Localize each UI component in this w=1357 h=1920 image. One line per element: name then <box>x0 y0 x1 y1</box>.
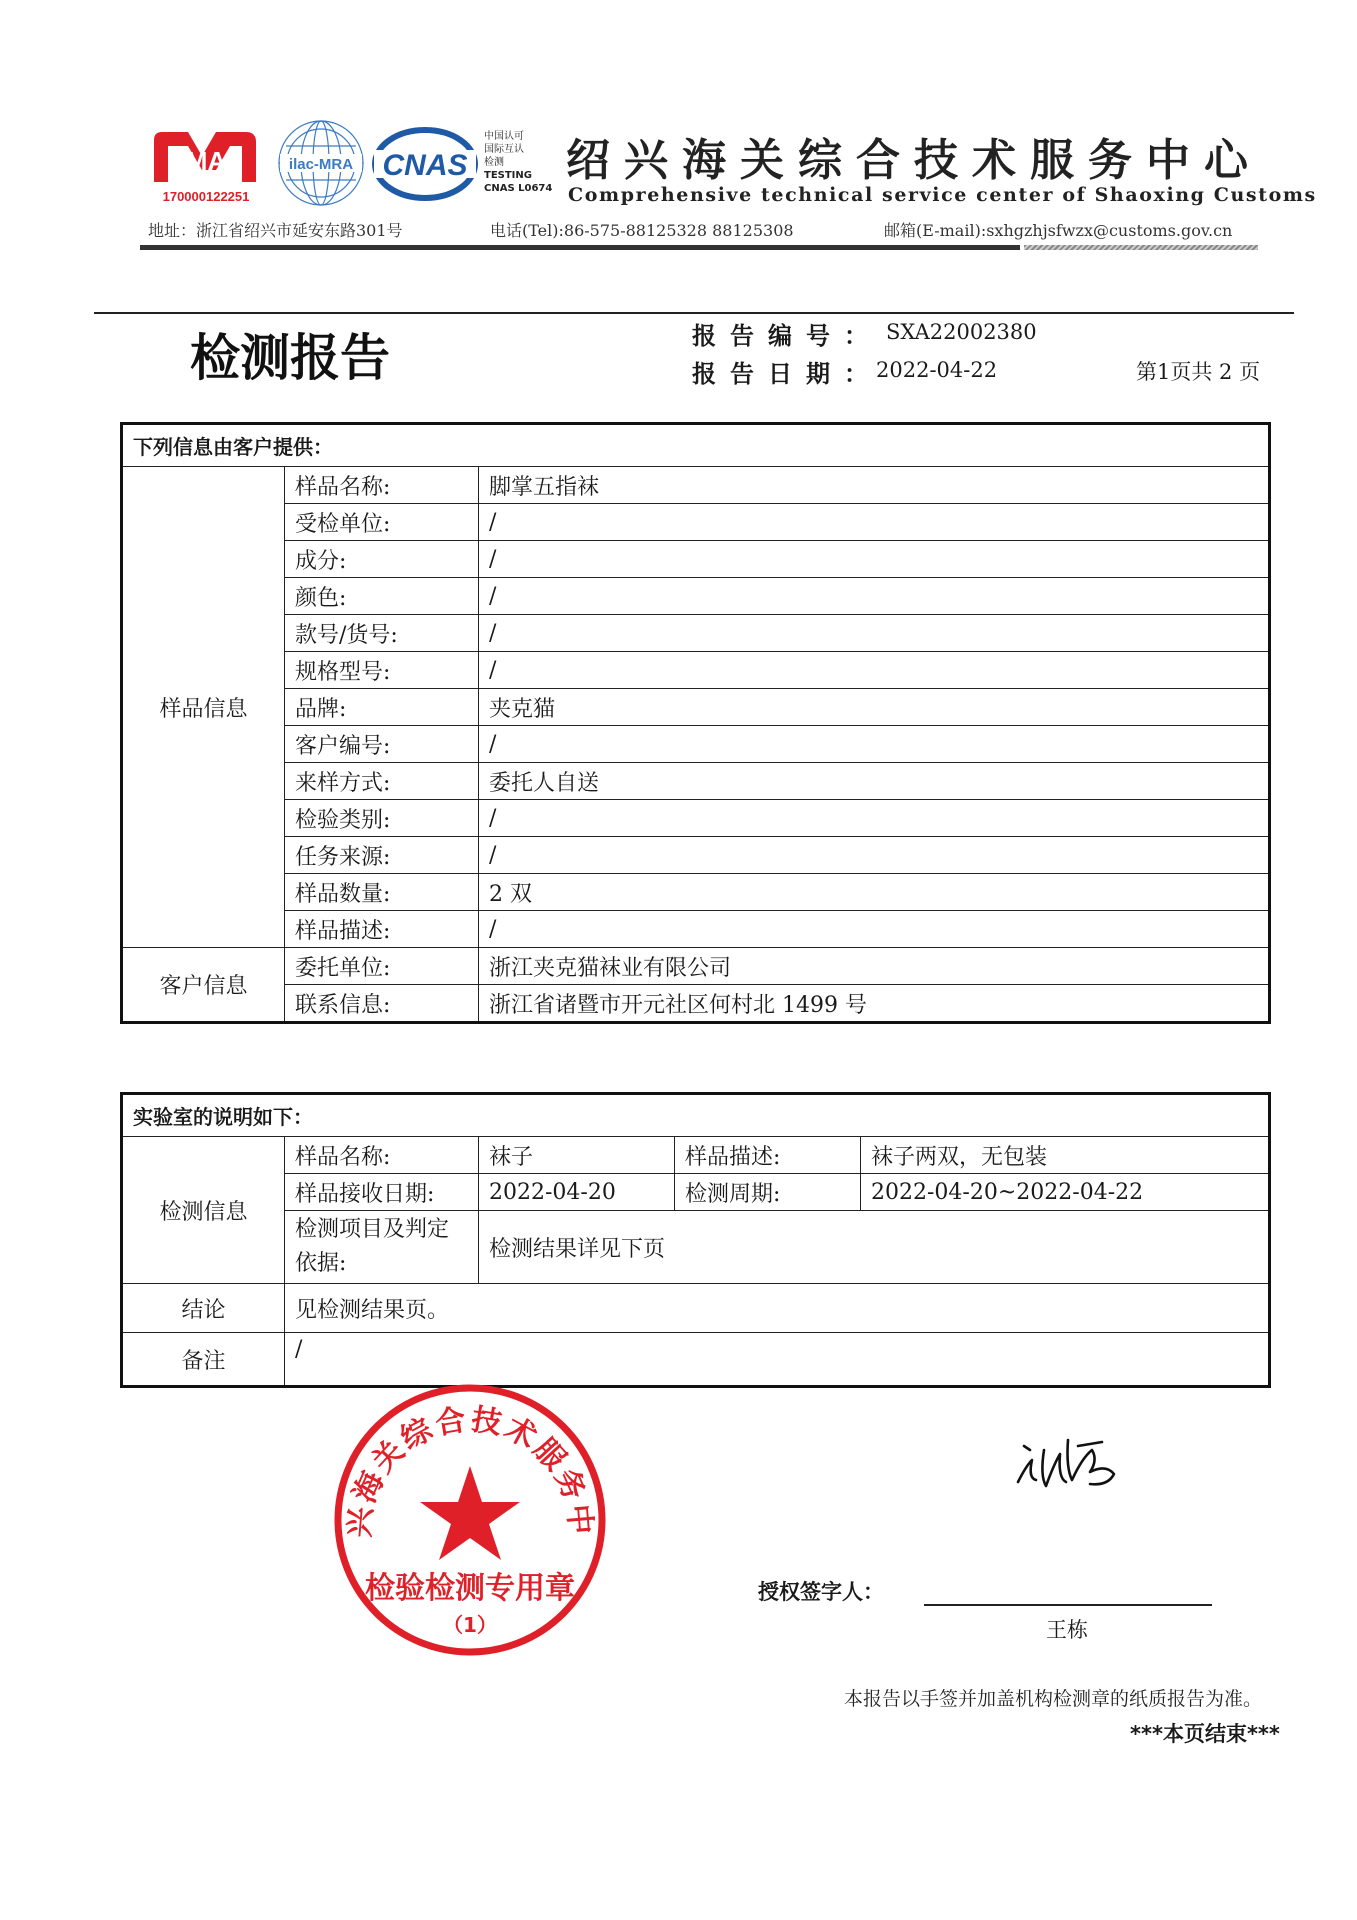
field-label: 来样方式: <box>285 763 479 800</box>
org-phone: 电话(Tel):86-575-88125328 88125308 <box>490 221 794 240</box>
table-row <box>122 948 1270 985</box>
field-label: 受检单位: <box>285 504 479 541</box>
field-label: 成分: <box>285 541 479 578</box>
field-label: 样品接收日期: <box>285 1174 479 1211</box>
field-value: / <box>479 726 1270 763</box>
field-value: / <box>479 615 1270 652</box>
report-number: SXA22002380 <box>886 320 1037 344</box>
seal-top-text: 兴海关综合技术服务中 <box>342 1402 598 1539</box>
field-label: 检测周期: <box>675 1174 861 1211</box>
field-label: 任务来源: <box>285 837 479 874</box>
field-label: 检测项目及判定依据: <box>285 1211 479 1284</box>
client-info-table <box>120 422 1271 1024</box>
cma-code: 170000122251 <box>162 189 250 204</box>
field-value: 2022-04-20~2022-04-22 <box>861 1174 1270 1211</box>
signatory-name: 王栋 <box>1046 1618 1088 1642</box>
field-label: 样品名称: <box>285 467 479 504</box>
table-header-row <box>122 424 1270 467</box>
field-value: / <box>479 800 1270 837</box>
table-row <box>122 800 1270 837</box>
field-value: 2 双 <box>479 874 1270 911</box>
seal-bottom-text: 检验检测专用章 <box>365 1571 575 1606</box>
table-row <box>122 985 1270 1023</box>
seal-number: （1） <box>443 1613 497 1637</box>
table-row <box>122 689 1270 726</box>
field-label: 检验类别: <box>285 800 479 837</box>
field-label: 样品描述: <box>285 911 479 948</box>
field-value: 浙江省诸暨市开元社区何村北 1499 号 <box>479 985 1270 1023</box>
table-row <box>122 874 1270 911</box>
title-divider <box>94 312 1294 314</box>
field-value: / <box>479 911 1270 948</box>
field-label: 样品名称: <box>285 1137 479 1174</box>
field-value: / <box>479 652 1270 689</box>
ilac-mra-logo <box>276 118 366 208</box>
report-validity-note: 本报告以手签并加盖机构检测章的纸质报告为准。 <box>844 1688 1263 1710</box>
client-section-header: 下列信息由客户提供： <box>122 424 1270 467</box>
table-row <box>122 578 1270 615</box>
field-label: 品牌: <box>285 689 479 726</box>
report-title: 检测报告 <box>190 329 390 387</box>
table-row <box>122 1174 1270 1211</box>
cnas-logo <box>372 126 478 202</box>
handwritten-signature <box>1010 1420 1130 1510</box>
test-info-group-label: 检测信息 <box>122 1137 285 1284</box>
conclusion-value: 见检测结果页。 <box>285 1284 1270 1333</box>
field-value: 浙江夹克猫袜业有限公司 <box>479 948 1270 985</box>
field-value: 夹克猫 <box>479 689 1270 726</box>
svg-text:ilac-MRA: ilac-MRA <box>288 156 354 173</box>
field-value: / <box>479 578 1270 615</box>
signature-line <box>924 1604 1212 1606</box>
authorized-signatory-label: 授权签字人： <box>758 1580 884 1604</box>
remark-label: 备注 <box>122 1333 285 1387</box>
org-email: 邮箱(E-mail):sxhgzhjsfwzx@customs.gov.cn <box>884 221 1233 240</box>
page-end-marker: ***本页结束*** <box>1130 1722 1280 1746</box>
report-date-label: 报告日期： <box>692 360 882 388</box>
report-date: 2022-04-22 <box>876 358 998 382</box>
page-info: 第1页共 2 页 <box>1136 360 1261 384</box>
table-row <box>122 1284 1270 1333</box>
org-name-cn: 绍兴海关综合技术服务中心 <box>566 135 1262 186</box>
letterhead-divider-accent <box>1024 245 1258 250</box>
field-label: 客户编号: <box>285 726 479 763</box>
table-row <box>122 652 1270 689</box>
field-value: 2022-04-20 <box>479 1174 675 1211</box>
field-label: 规格型号: <box>285 652 479 689</box>
lab-section-header: 实验室的说明如下： <box>122 1094 1270 1137</box>
field-value: 委托人自送 <box>479 763 1270 800</box>
letterhead-divider <box>140 245 1020 250</box>
cma-logo <box>150 126 262 206</box>
table-row <box>122 541 1270 578</box>
sample-info-group-label: 样品信息 <box>122 467 285 948</box>
customer-info-group-label: 客户信息 <box>122 948 285 1023</box>
field-value: 脚掌五指袜 <box>479 467 1270 504</box>
field-value: 袜子 <box>479 1137 675 1174</box>
org-address: 地址：浙江省绍兴市延安东路301号 <box>148 221 403 240</box>
lab-info-table <box>120 1092 1271 1388</box>
field-label: 颜色: <box>285 578 479 615</box>
field-label: 样品描述: <box>675 1137 861 1174</box>
field-value: / <box>479 504 1270 541</box>
field-label: 款号/货号: <box>285 615 479 652</box>
table-row <box>122 763 1270 800</box>
field-value: 检测结果详见下页 <box>479 1211 1270 1284</box>
field-label: 联系信息: <box>285 985 479 1023</box>
svg-text:CNAS: CNAS <box>382 149 468 182</box>
field-label: 样品数量: <box>285 874 479 911</box>
table-row <box>122 1137 1270 1174</box>
field-value: / <box>479 837 1270 874</box>
field-label: 委托单位: <box>285 948 479 985</box>
table-header-row <box>122 1094 1270 1137</box>
report-number-label: 报告编号： <box>692 322 882 350</box>
table-row <box>122 1333 1270 1387</box>
table-row <box>122 504 1270 541</box>
field-value: 袜子两双，无包装 <box>861 1137 1270 1174</box>
table-row <box>122 1211 1270 1284</box>
star-icon <box>420 1466 520 1560</box>
table-row <box>122 911 1270 948</box>
org-name-en: Comprehensive technical service center of Shaoxing Customs <box>568 184 1317 206</box>
table-row <box>122 837 1270 874</box>
table-row <box>122 615 1270 652</box>
conclusion-label: 结论 <box>122 1284 285 1333</box>
official-seal <box>330 1380 610 1660</box>
field-value: / <box>479 541 1270 578</box>
svg-text:MA: MA <box>185 146 227 176</box>
table-row <box>122 467 1270 504</box>
cnas-accreditation-text: 中国认可 国际互认 检测 TESTING CNAS L0674 <box>484 131 553 194</box>
table-row <box>122 726 1270 763</box>
remark-value: / <box>285 1333 1270 1387</box>
